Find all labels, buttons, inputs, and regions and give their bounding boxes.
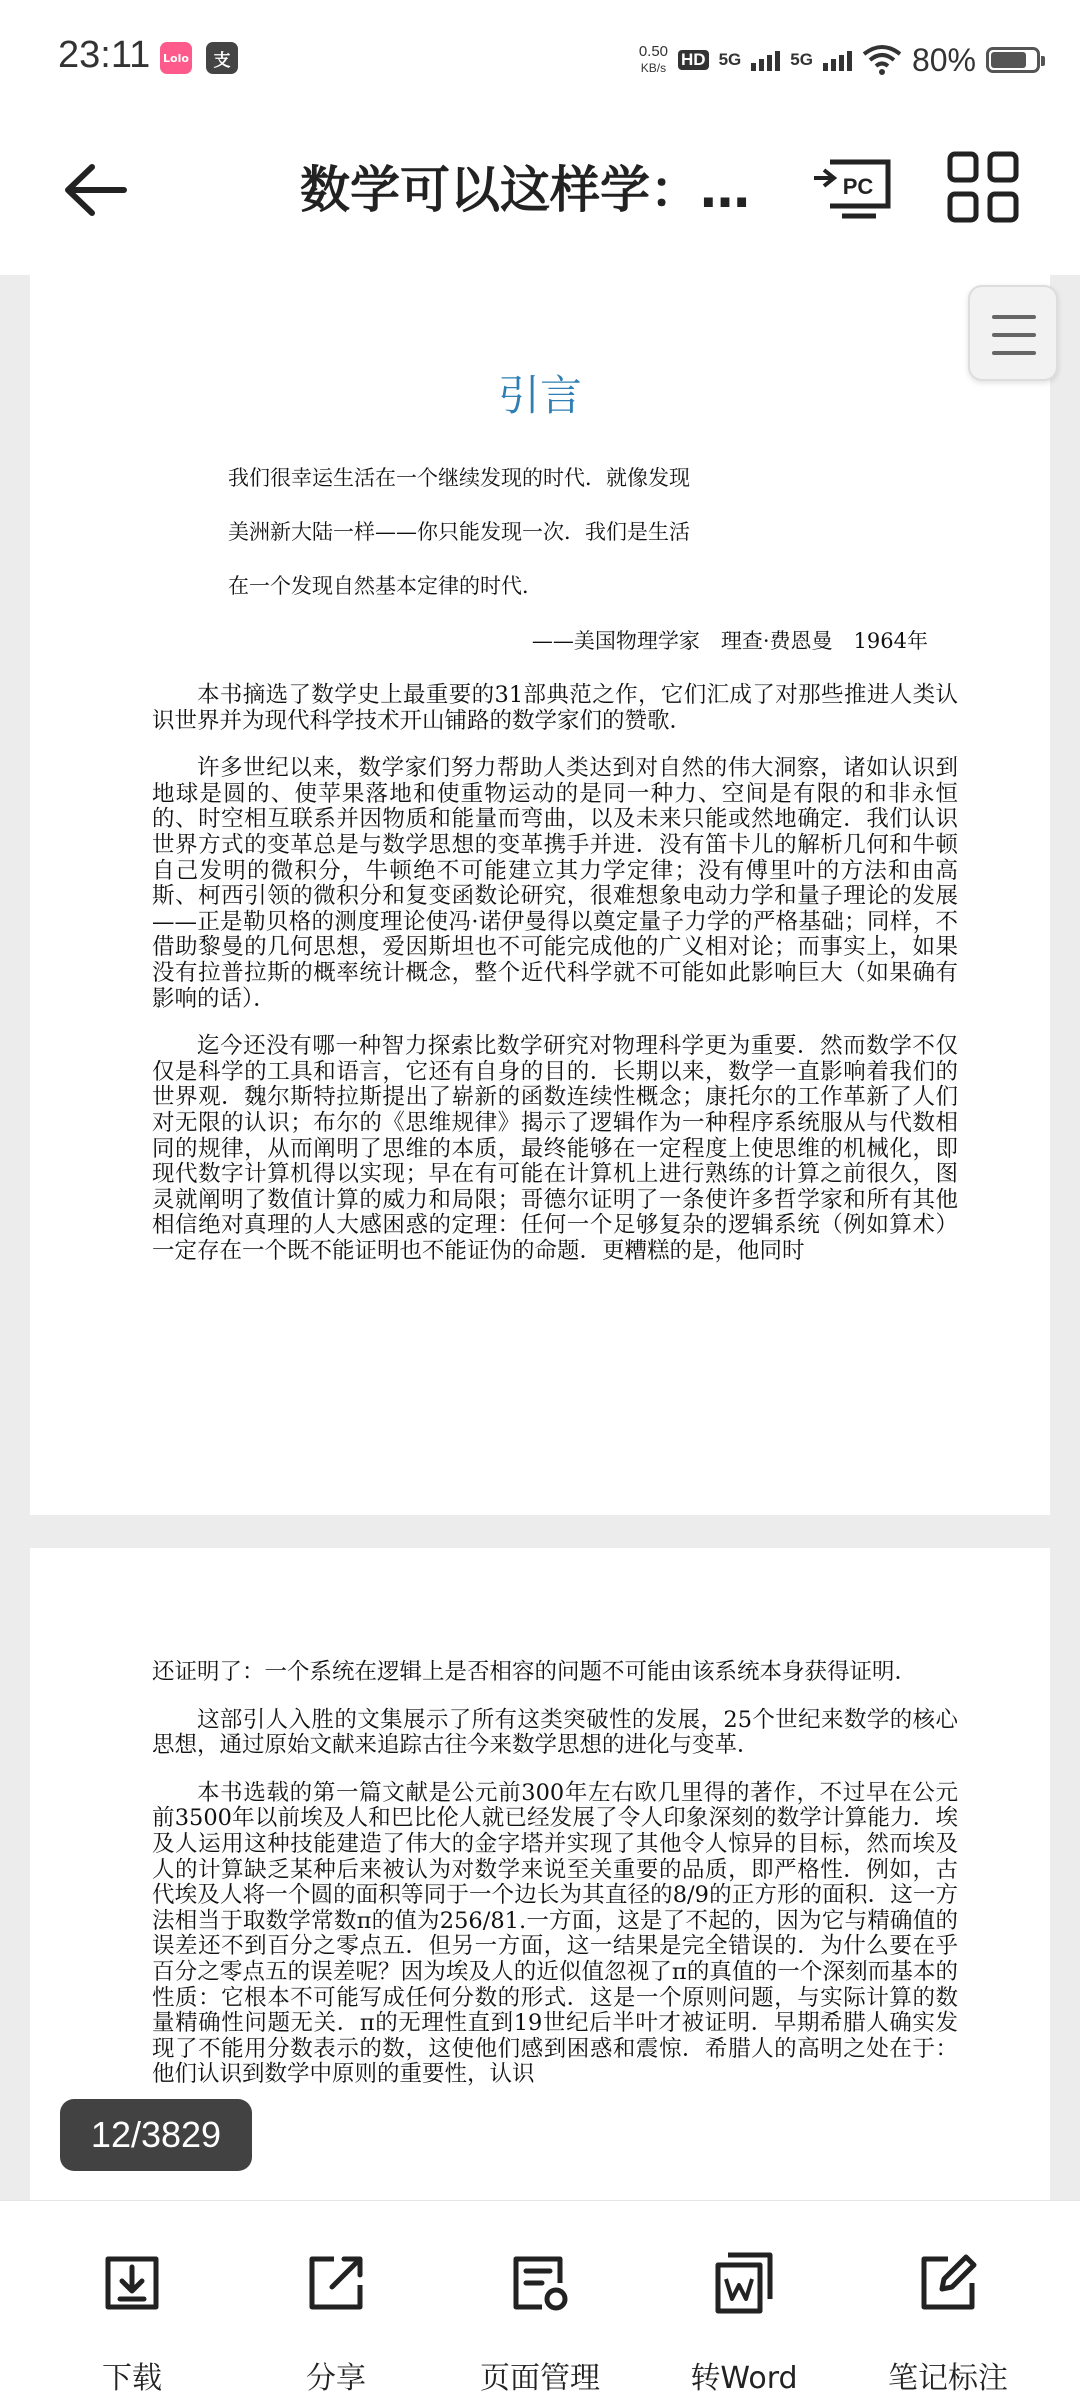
network-speed xyxy=(639,44,668,76)
cast-to-pc-button[interactable] xyxy=(808,148,898,228)
document-page-1[interactable] xyxy=(30,275,1050,1515)
network-5g-label-1: 5G xyxy=(718,50,742,69)
menu-icon-bar xyxy=(992,315,1036,319)
back-arrow-icon xyxy=(52,145,142,235)
status-bar xyxy=(0,0,1080,120)
word-convert-icon xyxy=(710,2249,778,2317)
wifi-icon xyxy=(862,44,902,76)
page-manage-label: 页面管理 xyxy=(480,2361,600,2396)
epigraph-attribution: ——美国物理学家 理查·费恩曼 1964年 xyxy=(531,629,928,653)
grid-icon xyxy=(944,148,1024,228)
signal-icon xyxy=(751,49,780,71)
share-label: 分享 xyxy=(306,2361,366,2396)
page-body-text xyxy=(152,683,958,1286)
note-edit-icon xyxy=(914,2249,982,2317)
share-icon xyxy=(302,2249,370,2317)
battery-icon xyxy=(986,47,1040,73)
outline-menu-button[interactable] xyxy=(968,285,1058,381)
cast-pc-icon xyxy=(808,148,898,228)
epigraph-line: 我们很幸运生活在一个继续发现的时代．就像发现 xyxy=(228,466,690,490)
page-manage-icon xyxy=(506,2249,574,2317)
paragraph: 迄今还没有哪一种智力探索比数学研究对物理科学更为重要．然而数学不仅仅是科学的工具和语言，它还有自身的目的．长期以来，数学一直影响着我们的世界观．魏尔斯特拉斯提出了崭新的函数连续性概念；康托尔的工作革新了人们对无限的认识；布尔的《思维规律》揭示了逻辑作为一种程序系统服从与代数相同的规律，从而阐明了思维的本质，最终能够在一定程度上使思维的机械化，即现代数字计算机得以实现；早在有可能在计算机上进行熟练的计算之前很久，图灵就阐明了数值计算的威力和局限；哥德尔证明了一条使许多哲学家和所有其他相信绝对真理的人大感困惑的定理：任何一个足够复杂的逻辑系统（例如算术）一定存在一个既不能证明也不能证伪的命题．更糟糕的是，他同时 xyxy=(152,1033,958,1264)
app-badge-text: Lolo xyxy=(163,51,189,65)
page-indicator: 12/3829 xyxy=(60,2099,252,2171)
convert-word-button[interactable] xyxy=(644,2201,844,2400)
paragraph: 还证明了：一个系统在逻辑上是否相容的问题不可能由该系统本身获得证明． xyxy=(152,1659,918,1685)
hd-icon: HD xyxy=(678,50,709,70)
document-title: 数学可以这样学：… xyxy=(300,161,750,219)
paragraph: 许多世纪以来，数学家们努力帮助人类达到对自然的伟大洞察，诸如认识到地球是圆的、使苹果落地和使重物运动的是同一种力、空间是有限的和非永恒的、时空相互联系并因物质和能量而弯曲，以及未来只能或然地确定．我们认识世界方式的变革总是与数学思想的变革携手并进．没有笛卡儿的解析几何和牛顿自己发明的微积分，牛顿绝不可能建立其力学定律；没有傅里叶的方法和由高斯、柯西引领的微积分和复变函数论研究，很难想象电动力学和量子理论的发展——正是勒贝格的测度理论使冯·诺伊曼得以奠定量子力学的严格基础；同样，不借助黎曼的几何思想，爱因斯坦也不可能完成他的广义相对论；而事实上，如果没有拉普拉斯的概率统计概念，整个近代科学就不可能如此影响巨大（如果确有影响的话）． xyxy=(152,755,958,1012)
epigraph xyxy=(228,463,948,625)
note-annotate-button[interactable] xyxy=(848,2201,1048,2400)
download-button[interactable] xyxy=(32,2201,232,2400)
download-icon xyxy=(98,2249,166,2317)
menu-icon-bar xyxy=(992,351,1036,355)
network-5g-label-2: 5G xyxy=(790,50,813,69)
app-header xyxy=(0,120,1080,275)
paragraph: 本书摘选了数学史上最重要的31部典范之作，它们汇成了对那些推进人类认识世界并为现代科学技术开山铺路的数学家们的赞歌． xyxy=(152,682,958,734)
battery-percent: 80% xyxy=(911,41,976,78)
share-button[interactable] xyxy=(236,2201,436,2400)
paragraph: 这部引人入胜的文集展示了所有这类突破性的发展，25个世纪来数学的核心思想，通过原始文献来追踪古往今来数学思想的进化与变革． xyxy=(152,1706,958,1759)
convert-word-label: 转Word xyxy=(690,2361,798,2396)
speed-unit: KB/s xyxy=(640,61,667,75)
epigraph-line: 美洲新大陆一样——你只能发现一次．我们是生活 xyxy=(228,520,690,544)
back-button[interactable] xyxy=(52,145,142,235)
app-notification-icon xyxy=(160,42,192,74)
status-time: 23:11 xyxy=(58,34,151,76)
page-heading: 引言 xyxy=(497,371,582,420)
alipay-notification-icon xyxy=(206,42,238,74)
cast-icon-text: PC xyxy=(842,174,874,199)
download-label: 下载 xyxy=(102,2361,162,2396)
epigraph-line: 在一个发现自然基本定律的时代． xyxy=(228,574,543,598)
speed-value: 0.50 xyxy=(638,43,669,60)
page-manage-button[interactable] xyxy=(440,2201,640,2400)
app-badge-text: 支 xyxy=(213,50,231,71)
paragraph: 本书选载的第一篇文献是公元前300年左右欧几里得的著作，不过早在公元前3500年以前埃及人和巴比伦人就已经发展了令人印象深刻的数学计算能力．埃及人运用这种技能建造了伟大的金字塔并实现了其他令人惊异的目标，然而埃及人的计算缺乏某种后来被认为对数学来说至关重要的品质，即严格性．例如，古代埃及人将一个圆的面积等同于一个边长为其直径的8/9的正方形的面积．这一方法相当于取数学常数π的值为256/81.一方面，这是了不起的，因为它与精确值的误差还不到百分之零点五．但另一方面，这一结果是完全错误的．为什么要在乎百分之零点五的误差呢？因为埃及人的近似值忽视了π的真值的一个深刻而基本的性质：它根本不可能写成任何分数的形式．这是一个原则问题，与实际计算的数量精确性问题无关．π的无理性直到19世纪后半叶才被证明．早期希腊人确实发现了不能用分数表示的数，这使他们感到困惑和震惊．希腊人的高明之处在于：他们认识到数学中原则的重要性，认识 xyxy=(152,1779,958,2088)
bottom-toolbar xyxy=(0,2200,1080,2400)
note-annotate-label: 笔记标注 xyxy=(888,2361,1008,2396)
menu-icon-bar xyxy=(992,333,1036,337)
page-body-text xyxy=(152,1660,958,2110)
status-indicators xyxy=(639,38,1040,82)
battery-fill xyxy=(991,52,1026,68)
grid-view-button[interactable] xyxy=(944,148,1024,228)
signal-icon-2 xyxy=(823,49,852,71)
